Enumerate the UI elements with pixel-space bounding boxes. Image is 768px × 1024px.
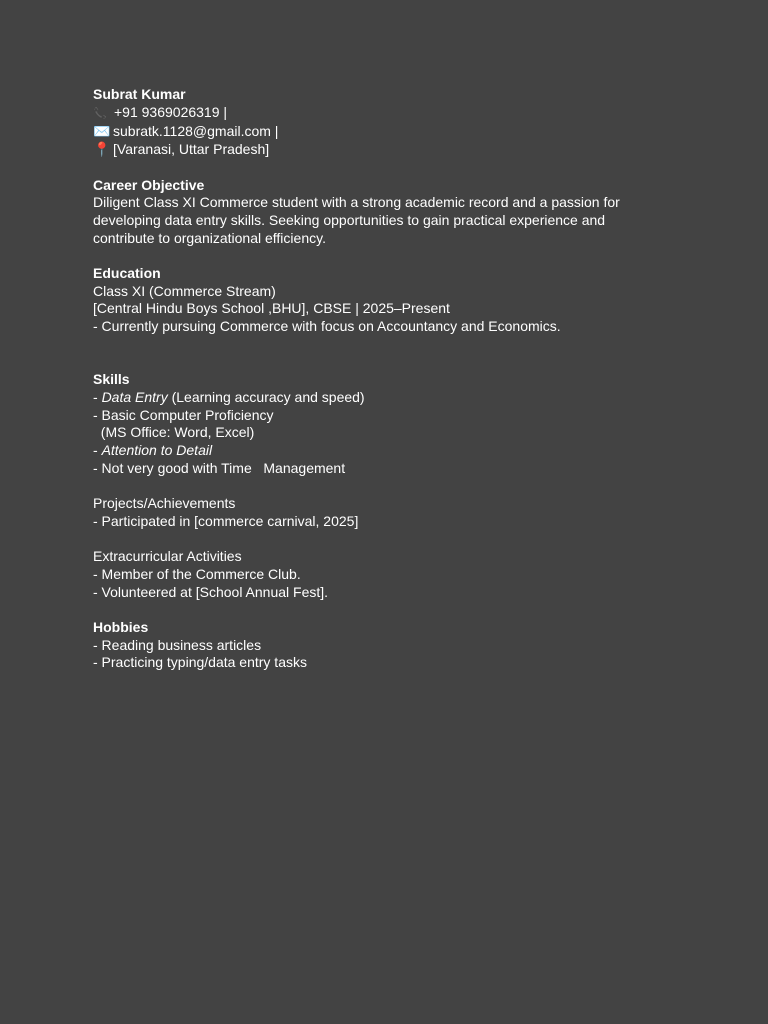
skill-item: - Basic Computer Proficiency <box>93 406 274 423</box>
phone-line <box>93 104 653 124</box>
candidate-name: Subrat Kumar <box>93 86 186 102</box>
location-text: [Varanasi, Uttar Pradesh] <box>113 141 270 158</box>
skill-item: - Not very good with Time Management <box>93 459 346 476</box>
extracurricular-heading: Extracurricular Activities <box>93 548 242 565</box>
skill-detail: (Learning accuracy and speed) <box>167 388 365 405</box>
skill-bullet: - <box>93 388 102 405</box>
pin-icon: 📍 <box>93 141 111 158</box>
education-school: [Central Hindu Boys School ,BHU], CBSE | 2025–Present <box>93 300 450 317</box>
education-note: - Currently pursuing Commerce with focus on Accountancy and Economics. <box>93 318 561 335</box>
skill-item <box>93 389 653 407</box>
objective-text: Diligent Class XI Commerce student with a strong academic record and a passion for developing data entry skills. Seeking opportunities to gain practical experience and contribute to organizational efficiency. <box>93 194 620 246</box>
extracurricular-item: - Volunteered at [School Annual Fest]. <box>93 583 329 600</box>
skills-heading: Skills <box>93 371 130 388</box>
hobby-item: - Reading business articles <box>93 636 262 653</box>
skill-name: Attention to Detail <box>101 442 213 459</box>
education-heading: Education <box>93 265 161 281</box>
hobbies-heading: Hobbies <box>93 619 149 635</box>
phone-number: +91 9369026319 | <box>114 103 228 120</box>
skill-bullet: - <box>93 442 102 459</box>
projects-heading: Projects/Achievements <box>93 495 236 512</box>
education-class: Class XI (Commerce Stream) <box>93 282 276 299</box>
envelope-icon: ✉️ <box>93 123 111 140</box>
location-line <box>93 141 653 159</box>
resume-document <box>93 86 653 672</box>
skill-subitem: (MS Office: Word, Excel) <box>93 424 255 441</box>
hobby-item: - Practicing typing/data entry tasks <box>93 654 307 671</box>
objective-heading: Career Objective <box>93 176 205 193</box>
extracurricular-item: - Member of the Commerce Club. <box>93 565 301 582</box>
phone-icon: 📞 <box>93 107 107 120</box>
project-item: - Participated in [commerce carnival, 2025] <box>93 512 359 529</box>
email-line <box>93 123 653 141</box>
email-address: subratk.1128@gmail.com | <box>113 123 279 140</box>
skill-name: Data Entry <box>101 388 168 405</box>
skill-item <box>93 442 653 460</box>
